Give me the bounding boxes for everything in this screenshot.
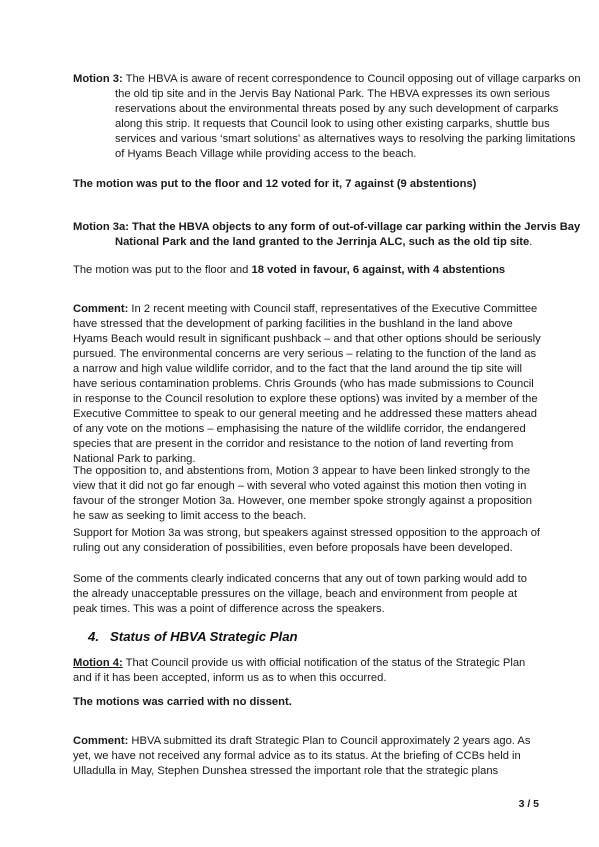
comment-1-label: Comment:	[73, 303, 129, 315]
motion-3-result: The motion was put to the floor and 12 voted for it, 7 against (9 abstentions)	[73, 178, 477, 190]
motion-3-text: The HBVA is aware of recent correspondence to Council opposing out of village carparks on the old tip site and in the Jervis Bay National Park. The HBVA expresses its own serious reservations about the environmental threats posed by any such development of carparks along this strip. It requests that Council look to using other existing carparks, shuttle bus services and various ‘smart solutions’ as alternatives ways to resolving the parking limitations of Hyams Beach Village while providing access to the beach.	[115, 73, 581, 160]
comment-1-paragraph	[73, 302, 543, 467]
comment-2-paragraph	[73, 734, 543, 779]
motion-4-text: That Council provide us with official notification of the status of the Strategic Plan and if it has been accepted, inform us as to when this occurred.	[73, 657, 526, 684]
motion-3-label: Motion 3:	[73, 73, 123, 85]
comment-2-label: Comment:	[73, 735, 129, 747]
motion-3-paragraph	[73, 72, 585, 162]
section-4-title: Status of HBVA Strategic Plan	[110, 629, 298, 644]
motion-4-label: Motion 4:	[73, 657, 123, 669]
motion-3a-result-votes: 18 voted in favour, 6 against, with 4 abstentions	[251, 264, 506, 276]
motion-3a-text: That the HBVA objects to any form of out-of-village car parking within the Jervis Bay National Park and the land granted to the Jerrinja ALC, such as the old tip site	[115, 221, 581, 248]
motion-3a-label: Motion 3a:	[73, 221, 129, 233]
support-paragraph: Support for Motion 3a was strong, but speakers against stressed opposition to the approach of ruling out any consideration of possibilities, even before proposals have been developed.	[73, 527, 541, 554]
comment-1-text: In 2 recent meeting with Council staff, representatives of the Executive Committee have stressed that the development of parking facilities in the bushland in the land above Hyams Beach would result in significant pushback – and that other options should be seriously pursued. The environmental concerns are very serious – relating to the function of the land as a narrow and high value wildlife corridor, and to the fact that the land around the tip site will have serious contamination problems. Chris Grounds (who has made submissions to Council in response to the Council resolution to explore these options) was invited by a member of the Executive Committee to speak to our general meeting and he addressed these matters ahead of any vote on the motions – emphasising the nature of the wildlife corridor, the endangered species that are present in the corridor and resistance to the notion of land reverting from National Park to parking.	[73, 303, 541, 465]
section-4-heading	[88, 628, 298, 646]
motion-3a-result	[73, 263, 543, 278]
opposition-paragraph: The opposition to, and abstentions from, Motion 3 appear to have been linked strongly to the view that it did not go far enough – with several who voted against this motion then voting in favour of the stronger Motion 3a. However, one member spoke strongly against a proposition he saw as seeking to limit access to the beach.	[73, 465, 532, 522]
motion-3a-end: .	[529, 236, 533, 248]
concerns-paragraph: Some of the comments clearly indicated concerns that any out of town parking would add to the already unacceptable pressures on the village, beach and environment from people at peak times. This was a point of difference across the speakers.	[73, 573, 527, 615]
comment-2-text: HBVA submitted its draft Strategic Plan to Council approximately 2 years ago. As yet, we have not received any formal advice as to its status. At the briefing of CCBs held in Ulladulla in May, Stephen Dunshea stressed the important role that the strategic plans	[73, 735, 531, 777]
motion-3a-paragraph	[73, 220, 585, 250]
motion-4-result: The motions was carried with no dissent.	[73, 696, 292, 708]
page-number: 3 / 5	[518, 798, 539, 810]
motion-3a-result-prefix: The motion was put to the floor and	[73, 264, 252, 276]
motion-4-paragraph	[73, 656, 543, 686]
section-4-number: 4.	[88, 629, 99, 644]
